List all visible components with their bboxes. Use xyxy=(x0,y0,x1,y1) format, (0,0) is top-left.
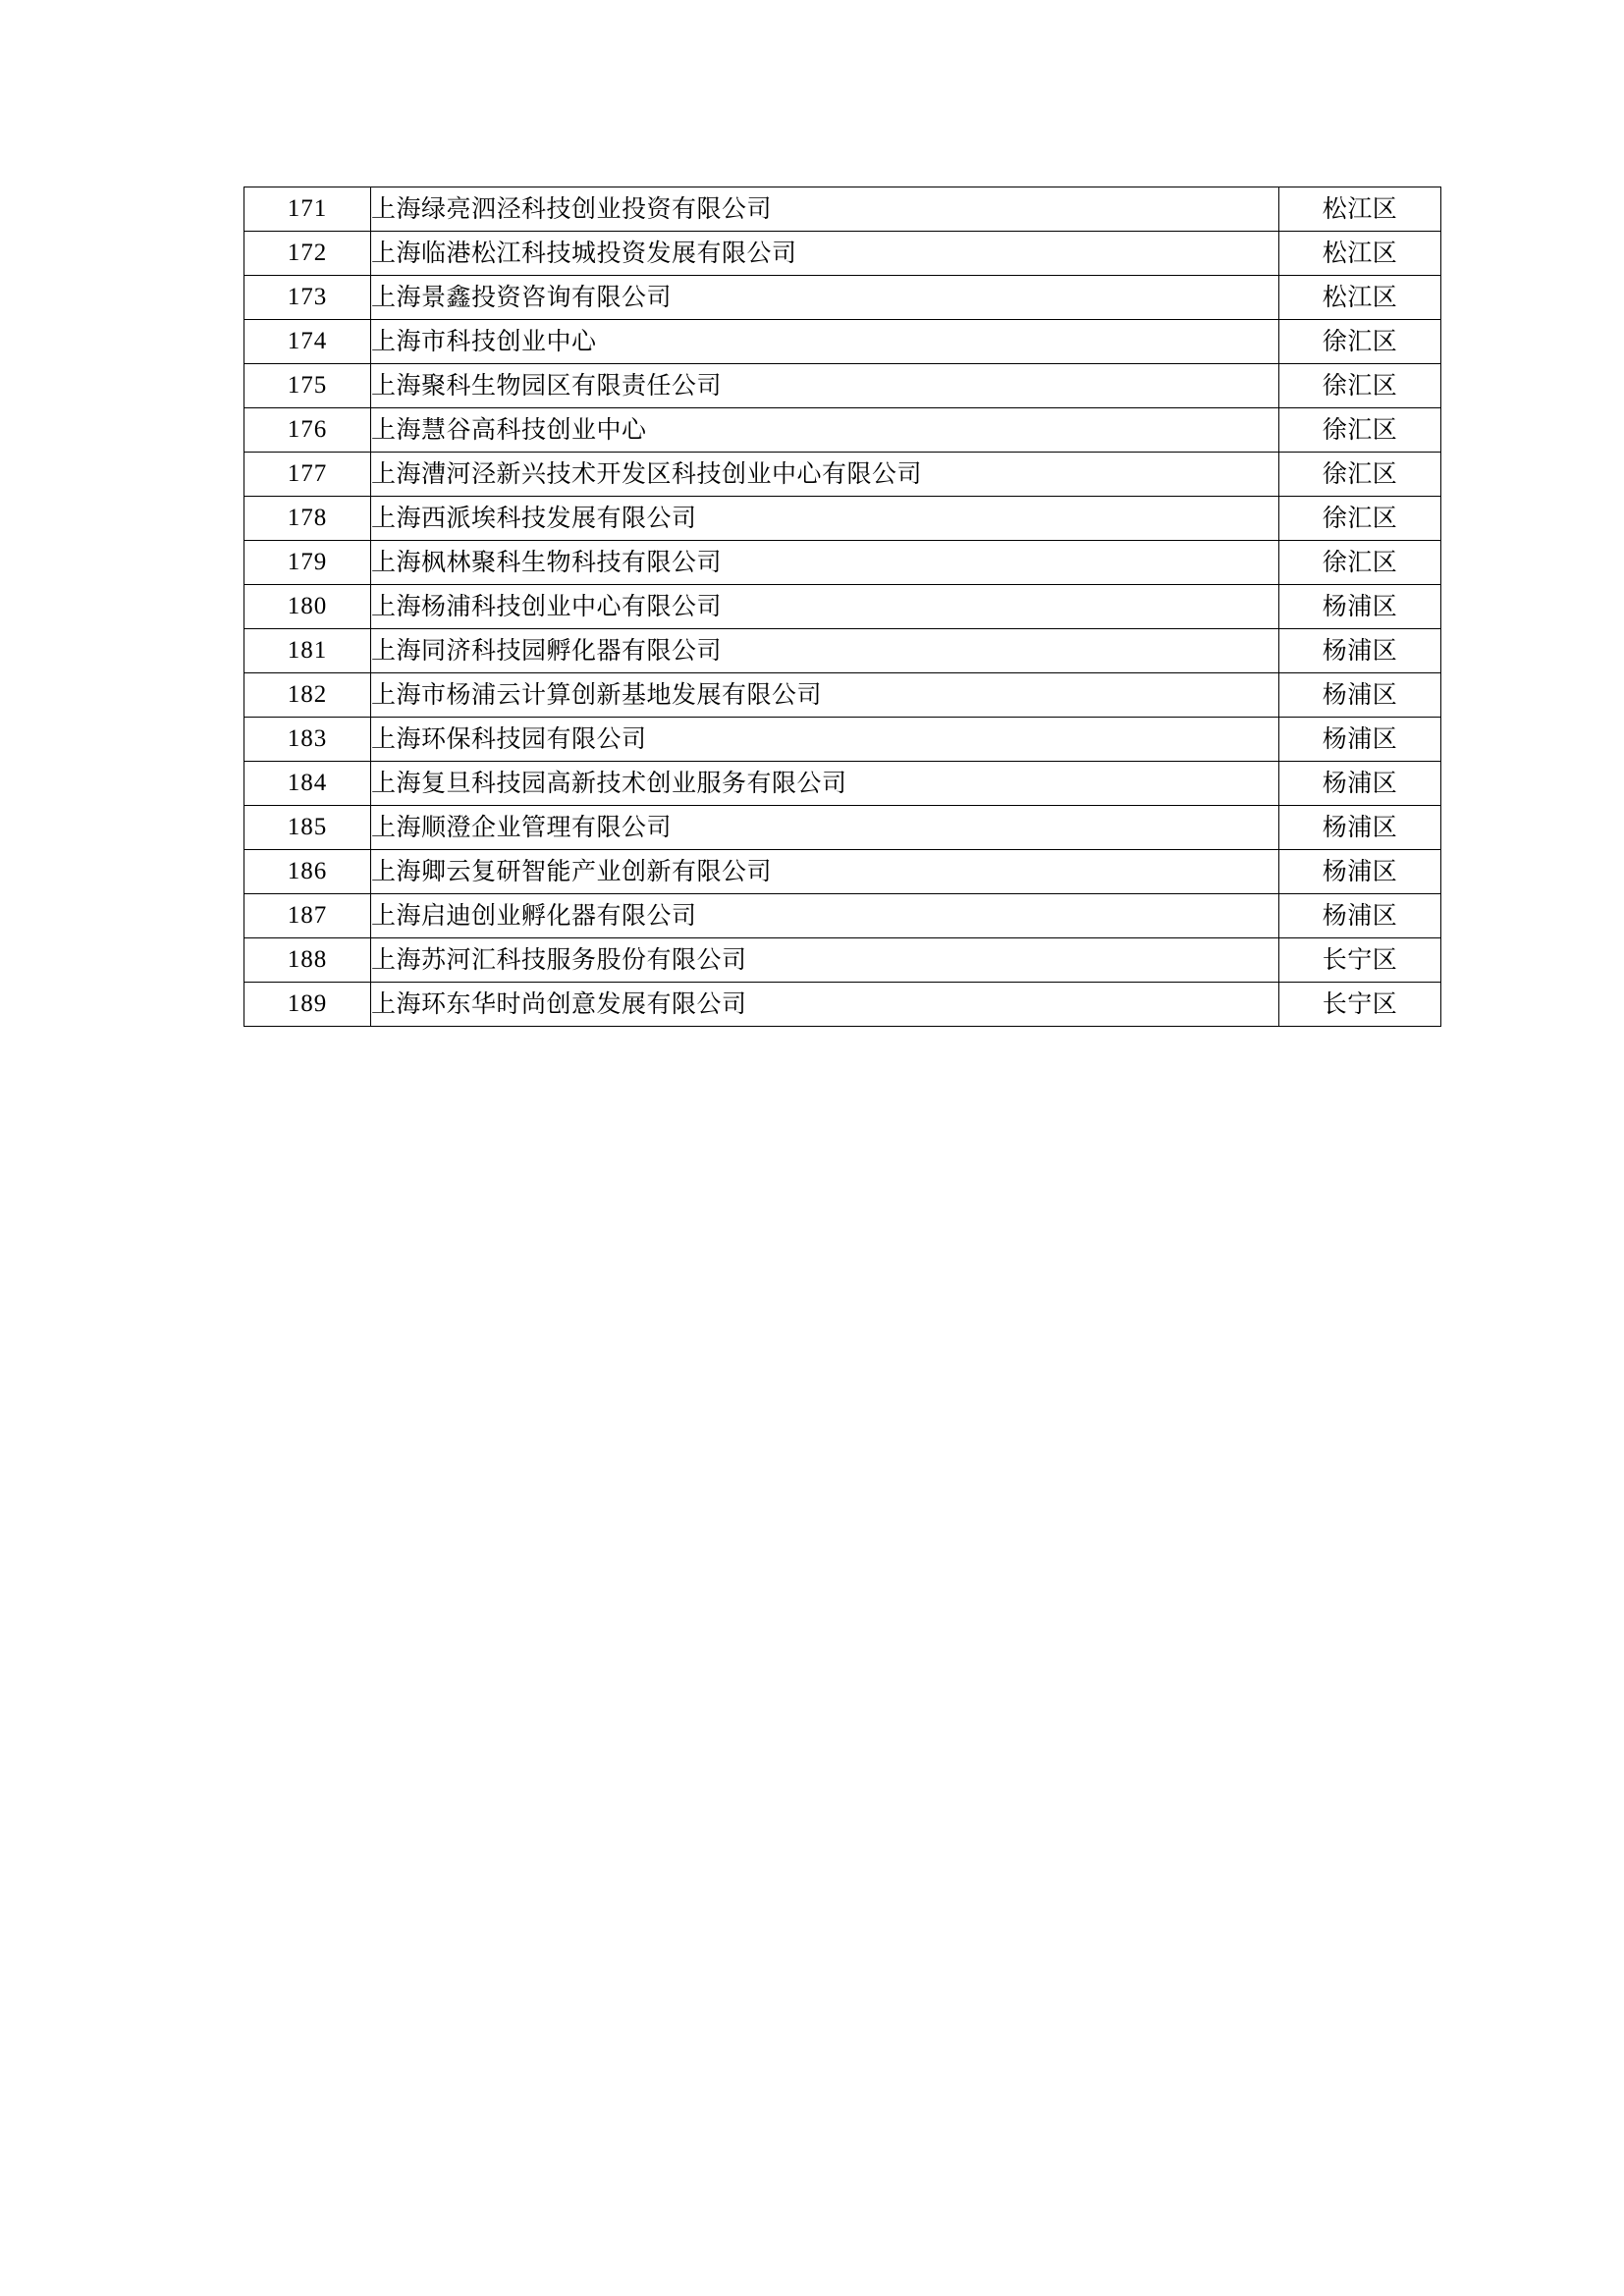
row-index-cell: 180 xyxy=(244,585,371,629)
table-row xyxy=(244,276,1441,320)
organization-name-cell: 上海启迪创业孵化器有限公司 xyxy=(371,894,1279,938)
district-cell: 徐汇区 xyxy=(1279,320,1441,364)
district-cell: 松江区 xyxy=(1279,187,1441,232)
table-row xyxy=(244,983,1441,1027)
table-row xyxy=(244,894,1441,938)
table-row xyxy=(244,497,1441,541)
district-cell: 松江区 xyxy=(1279,232,1441,276)
organization-name-cell: 上海杨浦科技创业中心有限公司 xyxy=(371,585,1279,629)
table-row xyxy=(244,762,1441,806)
organization-name-cell: 上海枫林聚科生物科技有限公司 xyxy=(371,541,1279,585)
table-row xyxy=(244,938,1441,983)
organization-name-cell: 上海绿亮泗泾科技创业投资有限公司 xyxy=(371,187,1279,232)
district-cell: 杨浦区 xyxy=(1279,718,1441,762)
district-cell: 杨浦区 xyxy=(1279,762,1441,806)
district-cell: 徐汇区 xyxy=(1279,364,1441,408)
district-cell: 杨浦区 xyxy=(1279,850,1441,894)
district-cell: 杨浦区 xyxy=(1279,673,1441,718)
table-body xyxy=(244,187,1441,1027)
table-row xyxy=(244,718,1441,762)
district-cell: 徐汇区 xyxy=(1279,497,1441,541)
organization-name-cell: 上海环保科技园有限公司 xyxy=(371,718,1279,762)
organization-name-cell: 上海慧谷高科技创业中心 xyxy=(371,408,1279,453)
row-index-cell: 176 xyxy=(244,408,371,453)
table-row xyxy=(244,806,1441,850)
organization-name-cell: 上海景鑫投资咨询有限公司 xyxy=(371,276,1279,320)
row-index-cell: 189 xyxy=(244,983,371,1027)
district-cell: 杨浦区 xyxy=(1279,585,1441,629)
organization-name-cell: 上海临港松江科技城投资发展有限公司 xyxy=(371,232,1279,276)
table-row xyxy=(244,629,1441,673)
table-container xyxy=(244,187,1439,1027)
organization-name-cell: 上海同济科技园孵化器有限公司 xyxy=(371,629,1279,673)
district-cell: 徐汇区 xyxy=(1279,408,1441,453)
table-row xyxy=(244,320,1441,364)
row-index-cell: 173 xyxy=(244,276,371,320)
row-index-cell: 187 xyxy=(244,894,371,938)
row-index-cell: 175 xyxy=(244,364,371,408)
table-row xyxy=(244,585,1441,629)
row-index-cell: 188 xyxy=(244,938,371,983)
organization-name-cell: 上海市杨浦云计算创新基地发展有限公司 xyxy=(371,673,1279,718)
row-index-cell: 178 xyxy=(244,497,371,541)
row-index-cell: 182 xyxy=(244,673,371,718)
district-cell: 长宁区 xyxy=(1279,983,1441,1027)
table-row xyxy=(244,408,1441,453)
district-cell: 杨浦区 xyxy=(1279,894,1441,938)
table-row xyxy=(244,453,1441,497)
table-row xyxy=(244,850,1441,894)
row-index-cell: 184 xyxy=(244,762,371,806)
organization-name-cell: 上海市科技创业中心 xyxy=(371,320,1279,364)
row-index-cell: 174 xyxy=(244,320,371,364)
row-index-cell: 185 xyxy=(244,806,371,850)
table-row xyxy=(244,541,1441,585)
organization-name-cell: 上海聚科生物园区有限责任公司 xyxy=(371,364,1279,408)
organization-name-cell: 上海卿云复研智能产业创新有限公司 xyxy=(371,850,1279,894)
row-index-cell: 177 xyxy=(244,453,371,497)
organization-name-cell: 上海苏河汇科技服务股份有限公司 xyxy=(371,938,1279,983)
table-row xyxy=(244,187,1441,232)
incubator-list-table xyxy=(244,187,1441,1027)
district-cell: 徐汇区 xyxy=(1279,453,1441,497)
table-row xyxy=(244,232,1441,276)
organization-name-cell: 上海环东华时尚创意发展有限公司 xyxy=(371,983,1279,1027)
table-row xyxy=(244,673,1441,718)
row-index-cell: 186 xyxy=(244,850,371,894)
row-index-cell: 181 xyxy=(244,629,371,673)
district-cell: 杨浦区 xyxy=(1279,806,1441,850)
row-index-cell: 179 xyxy=(244,541,371,585)
row-index-cell: 172 xyxy=(244,232,371,276)
district-cell: 徐汇区 xyxy=(1279,541,1441,585)
row-index-cell: 171 xyxy=(244,187,371,232)
organization-name-cell: 上海复旦科技园高新技术创业服务有限公司 xyxy=(371,762,1279,806)
district-cell: 长宁区 xyxy=(1279,938,1441,983)
district-cell: 松江区 xyxy=(1279,276,1441,320)
table-row xyxy=(244,364,1441,408)
organization-name-cell: 上海漕河泾新兴技术开发区科技创业中心有限公司 xyxy=(371,453,1279,497)
organization-name-cell: 上海顺澄企业管理有限公司 xyxy=(371,806,1279,850)
organization-name-cell: 上海西派埃科技发展有限公司 xyxy=(371,497,1279,541)
row-index-cell: 183 xyxy=(244,718,371,762)
district-cell: 杨浦区 xyxy=(1279,629,1441,673)
